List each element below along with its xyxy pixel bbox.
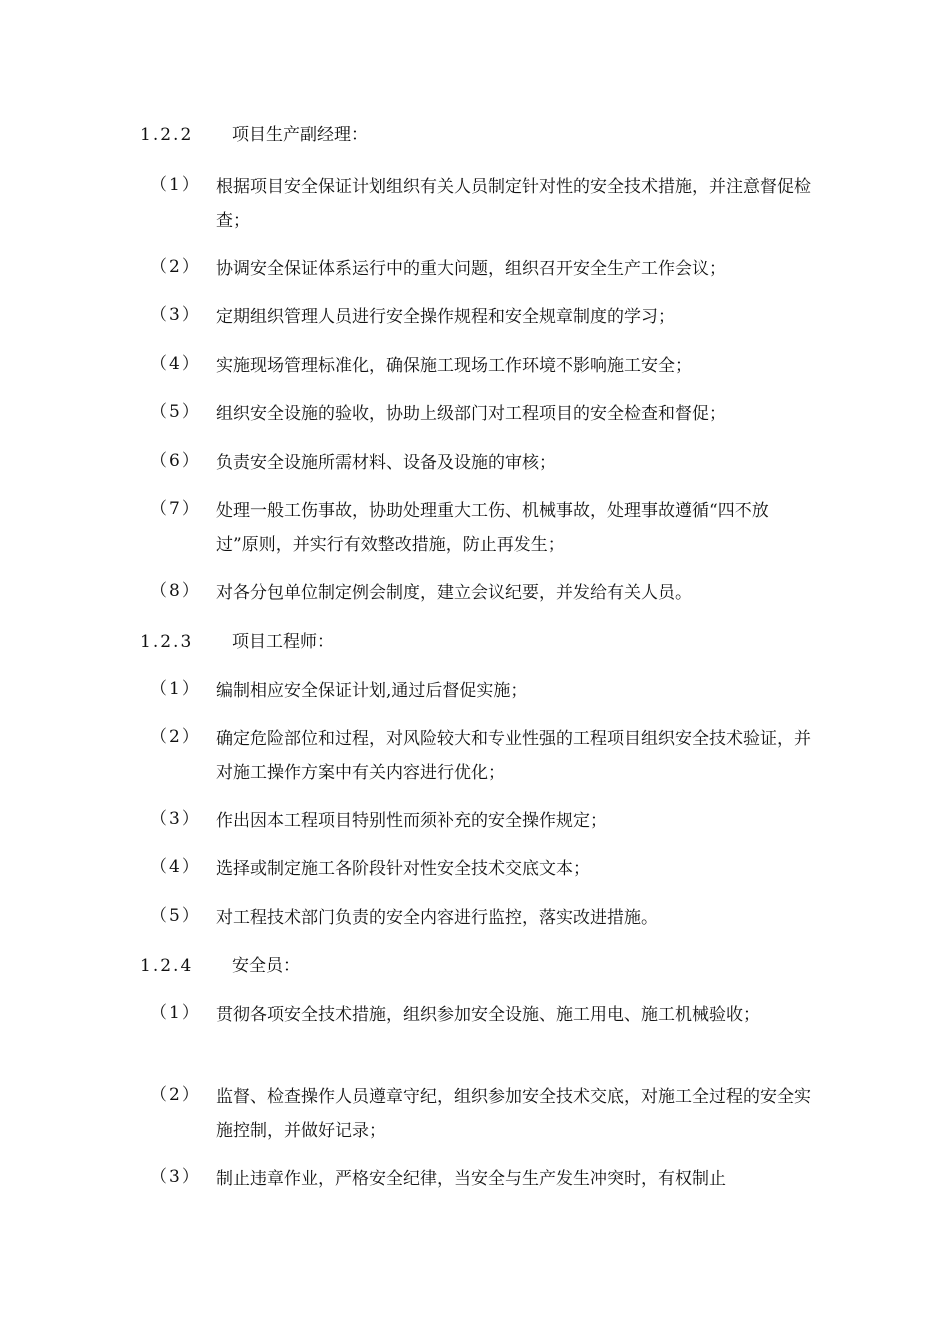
item-text: 对工程技术部门负责的安全内容进行监控，落实改进措施。 [216, 908, 658, 928]
item-text: 协调安全保证体系运行中的重大问题，组织召开安全生产工作会议； [216, 259, 726, 279]
item-number: （2） [150, 727, 201, 747]
item-text: 确定危险部位和过程，对风险较大和专业性强的工程项目组织安全技术验证，并对施工操作方案中有关内容进行优化； [216, 729, 811, 783]
section-number: 1.2.2 [140, 125, 194, 145]
item-number: （4） [150, 354, 201, 374]
item-number: （2） [150, 257, 201, 277]
item-text: 作出因本工程项目特别性而须补充的安全操作规定； [216, 811, 607, 831]
section-title: 安全员： [232, 956, 300, 976]
item-text: 根据项目安全保证计划组织有关人员制定针对性的安全技术措施，并注意督促检查； [216, 177, 811, 231]
item-text: 定期组织管理人员进行安全操作规程和安全规章制度的学习； [216, 307, 675, 327]
item-text: 选择或制定施工各阶段针对性安全技术交底文本； [216, 859, 590, 879]
section-number: 1.2.3 [140, 632, 194, 652]
item-text: 监督、检查操作人员遵章守纪，组织参加安全技术交底，对施工全过程的安全实施控制，并做好记录； [216, 1087, 811, 1141]
section-title: 项目工程师： [232, 632, 334, 652]
item-number: （7） [150, 499, 201, 519]
item-number: （1） [150, 1003, 201, 1023]
section-title: 项目生产副经理： [232, 125, 368, 145]
item-number: （4） [150, 857, 201, 877]
item-number: （3） [150, 809, 201, 829]
item-text: 制止违章作业，严格安全纪律，当安全与生产发生冲突时，有权制止 [216, 1169, 726, 1189]
item-text: 组织安全设施的验收，协助上级部门对工程项目的安全检查和督促； [216, 404, 726, 424]
item-text: 处理一般工伤事故，协助处理重大工伤、机械事故，处理事故遵循“四不放过”原则，并实行有效整改措施，防止再发生； [216, 501, 769, 555]
item-number: （8） [150, 581, 201, 601]
item-number: （5） [150, 402, 201, 422]
item-number: （3） [150, 1167, 201, 1187]
item-number: （5） [150, 906, 201, 926]
item-number: （1） [150, 679, 201, 699]
section-number: 1.2.4 [140, 956, 194, 976]
item-number: （2） [150, 1085, 201, 1105]
item-text: 编制相应安全保证计划,通过后督促实施； [216, 681, 528, 701]
item-number: （1） [150, 175, 201, 195]
item-number: （6） [150, 451, 201, 471]
item-text: 贯彻各项安全技术措施，组织参加安全设施、施工用电、施工机械验收； [216, 1005, 760, 1025]
item-number: （3） [150, 305, 201, 325]
item-text: 对各分包单位制定例会制度，建立会议纪要，并发给有关人员。 [216, 583, 692, 603]
item-text: 实施现场管理标准化，确保施工现场工作环境不影响施工安全； [216, 356, 692, 376]
item-text: 负责安全设施所需材料、设备及设施的审核； [216, 453, 556, 473]
